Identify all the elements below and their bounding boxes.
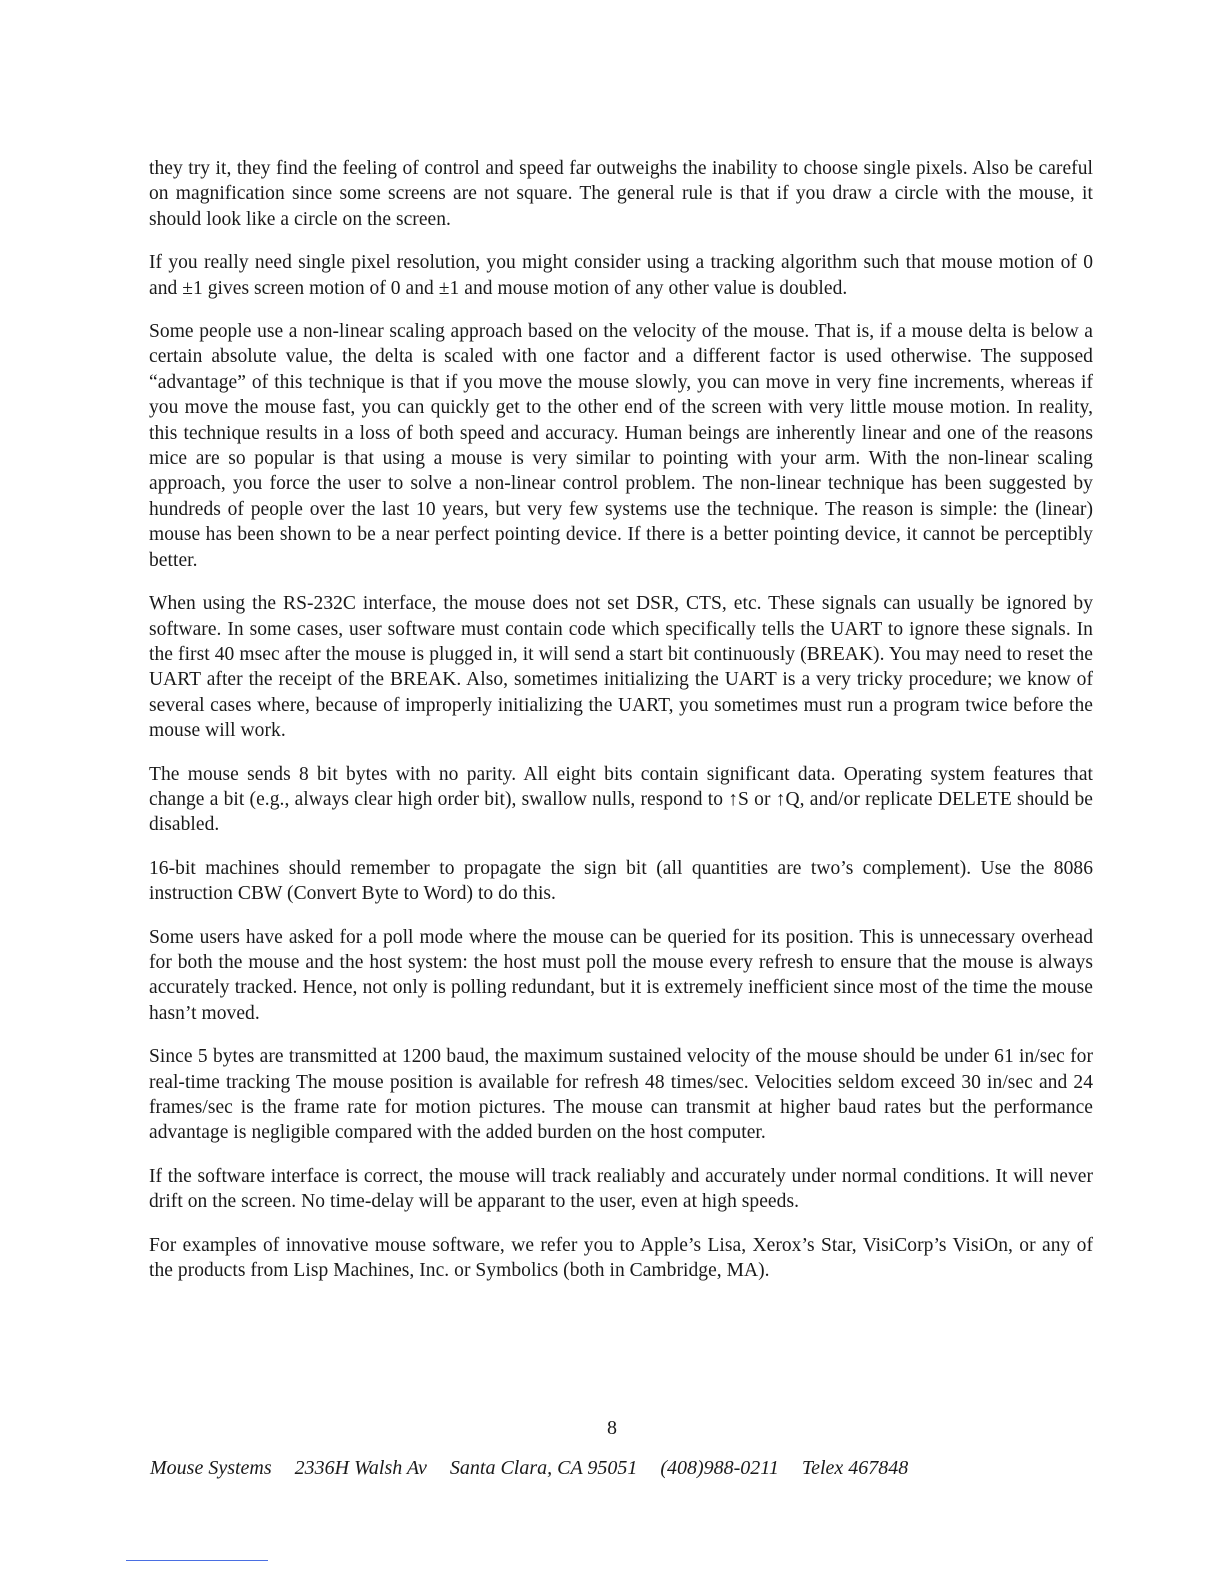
page-number: 8	[607, 1417, 617, 1439]
paragraph-software-examples: For examples of innovative mouse software, we refer you to Apple’s Lisa, Xerox’s Star, VisiCorp’s VisiOn, or any of the products from Lisp Machines, Inc. or Symbolics (both in Cambridge, MA).	[149, 1234, 1093, 1282]
paragraph-tracking-accuracy: If the software interface is correct, the mouse will track realiably and accurately under normal conditions. It will never drift on the screen. No time-delay will be apparant to the user, even at high speeds.	[149, 1165, 1093, 1213]
footer-address	[150, 1455, 908, 1481]
paragraph-rs232c-interface: When using the RS-232C interface, the mouse does not set DSR, CTS, etc. These signals can usually be ignored by software. In some cases, user software must contain code which specifically tells the UART to ignore these signals. In the first 40 msec after the mouse is plugged in, it will send a start bit continuously (BREAK). You may need to reset the UART after the receipt of the BREAK. Also, sometimes initializing the UART is a very tricky procedure; we know of several cases where, because of improperly initializing the UART, you sometimes must run a program twice before the mouse will work.	[149, 593, 1093, 742]
footer-street: 2336H Walsh Av	[294, 1457, 427, 1479]
paragraph-single-pixel-resolution: If you really need single pixel resolution, you might consider using a tracking algorithm such that mouse motion of 0 and ±1 gives screen motion of 0 and ±1 and mouse motion of any other value is doubled.	[149, 252, 1093, 299]
footer-telex: Telex 467848	[801, 1457, 909, 1479]
paragraph-non-linear-scaling: Some people use a non-linear scaling approach based on the velocity of the mouse. That is, if a mouse delta is below a certain absolute value, the delta is scaled with one factor and a different factor is used otherwise. The supposed “advantage” of this technique is that if you move the mouse slowly, you can move in very fine increments, whereas if you move the mouse fast, you can quickly get to the other end of the screen with very little mouse motion. In reality, this technique results in a loss of both speed and accuracy. Human beings are inherently linear and one of the reasons mice are so popular is that using a mouse is very similar to pointing with your arm. With the non-linear scaling approach, you force the user to solve a non-linear control problem. The non-linear technique has been suggested by hundreds of people over the last 10 years, but very few systems use the technique. The reason is simple: the (linear) mouse has been shown to be a near perfect pointing device. If there is a better pointing device, it cannot be perceptibly better.	[149, 321, 1093, 571]
paragraph-velocity: Since 5 bytes are transmitted at 1200 baud, the maximum sustained velocity of the mouse should be under 61 in/sec for real-time tracking The mouse position is available for refresh 48 times/sec. Velocities seldom exceed 30 in/sec and 24 frames/sec is the frame rate for motion pictures. The mouse can transmit at higher baud rates but the performance advantage is negligible compared with the added burden on the host computer.	[149, 1046, 1093, 1144]
paragraph-screen-magnification: they try it, they find the feeling of control and speed far outweighs the inability to choose single pixels. Also be careful on magnification since some screens are not square. The general rule is that if you draw a circle with the mouse, it should look like a circle on the screen.	[149, 158, 1093, 230]
body-text	[149, 156, 1093, 1301]
paragraph-byte-format: The mouse sends 8 bit bytes with no parity. All eight bits contain significant data. Operating system features that change a bit (e.g., always clear high order bit), swallow nulls, respond to ↑S or ↑Q, and/or replicate DELETE should be disabled.	[149, 763, 1093, 836]
footer-phone: (408)988-0211	[660, 1457, 779, 1479]
footer-company: Mouse Systems	[150, 1457, 272, 1479]
footer-city: Santa Clara, CA 95051	[449, 1457, 638, 1479]
paragraph-sign-bit: 16-bit machines should remember to propagate the sign bit (all quantities are two’s complement). Use the 8086 instruction CBW (Convert Byte to Word) to do this.	[149, 857, 1093, 905]
footnote-rule	[126, 1560, 268, 1561]
paragraph-poll-mode: Some users have asked for a poll mode where the mouse can be queried for its position. This is unnecessary overhead for both the mouse and the host system: the host must poll the mouse every refresh to ensure that the mouse is always accurately tracked. Hence, not only is polling redundant, but it is extremely inefficient since most of the time the mouse hasn’t moved.	[149, 926, 1093, 1024]
